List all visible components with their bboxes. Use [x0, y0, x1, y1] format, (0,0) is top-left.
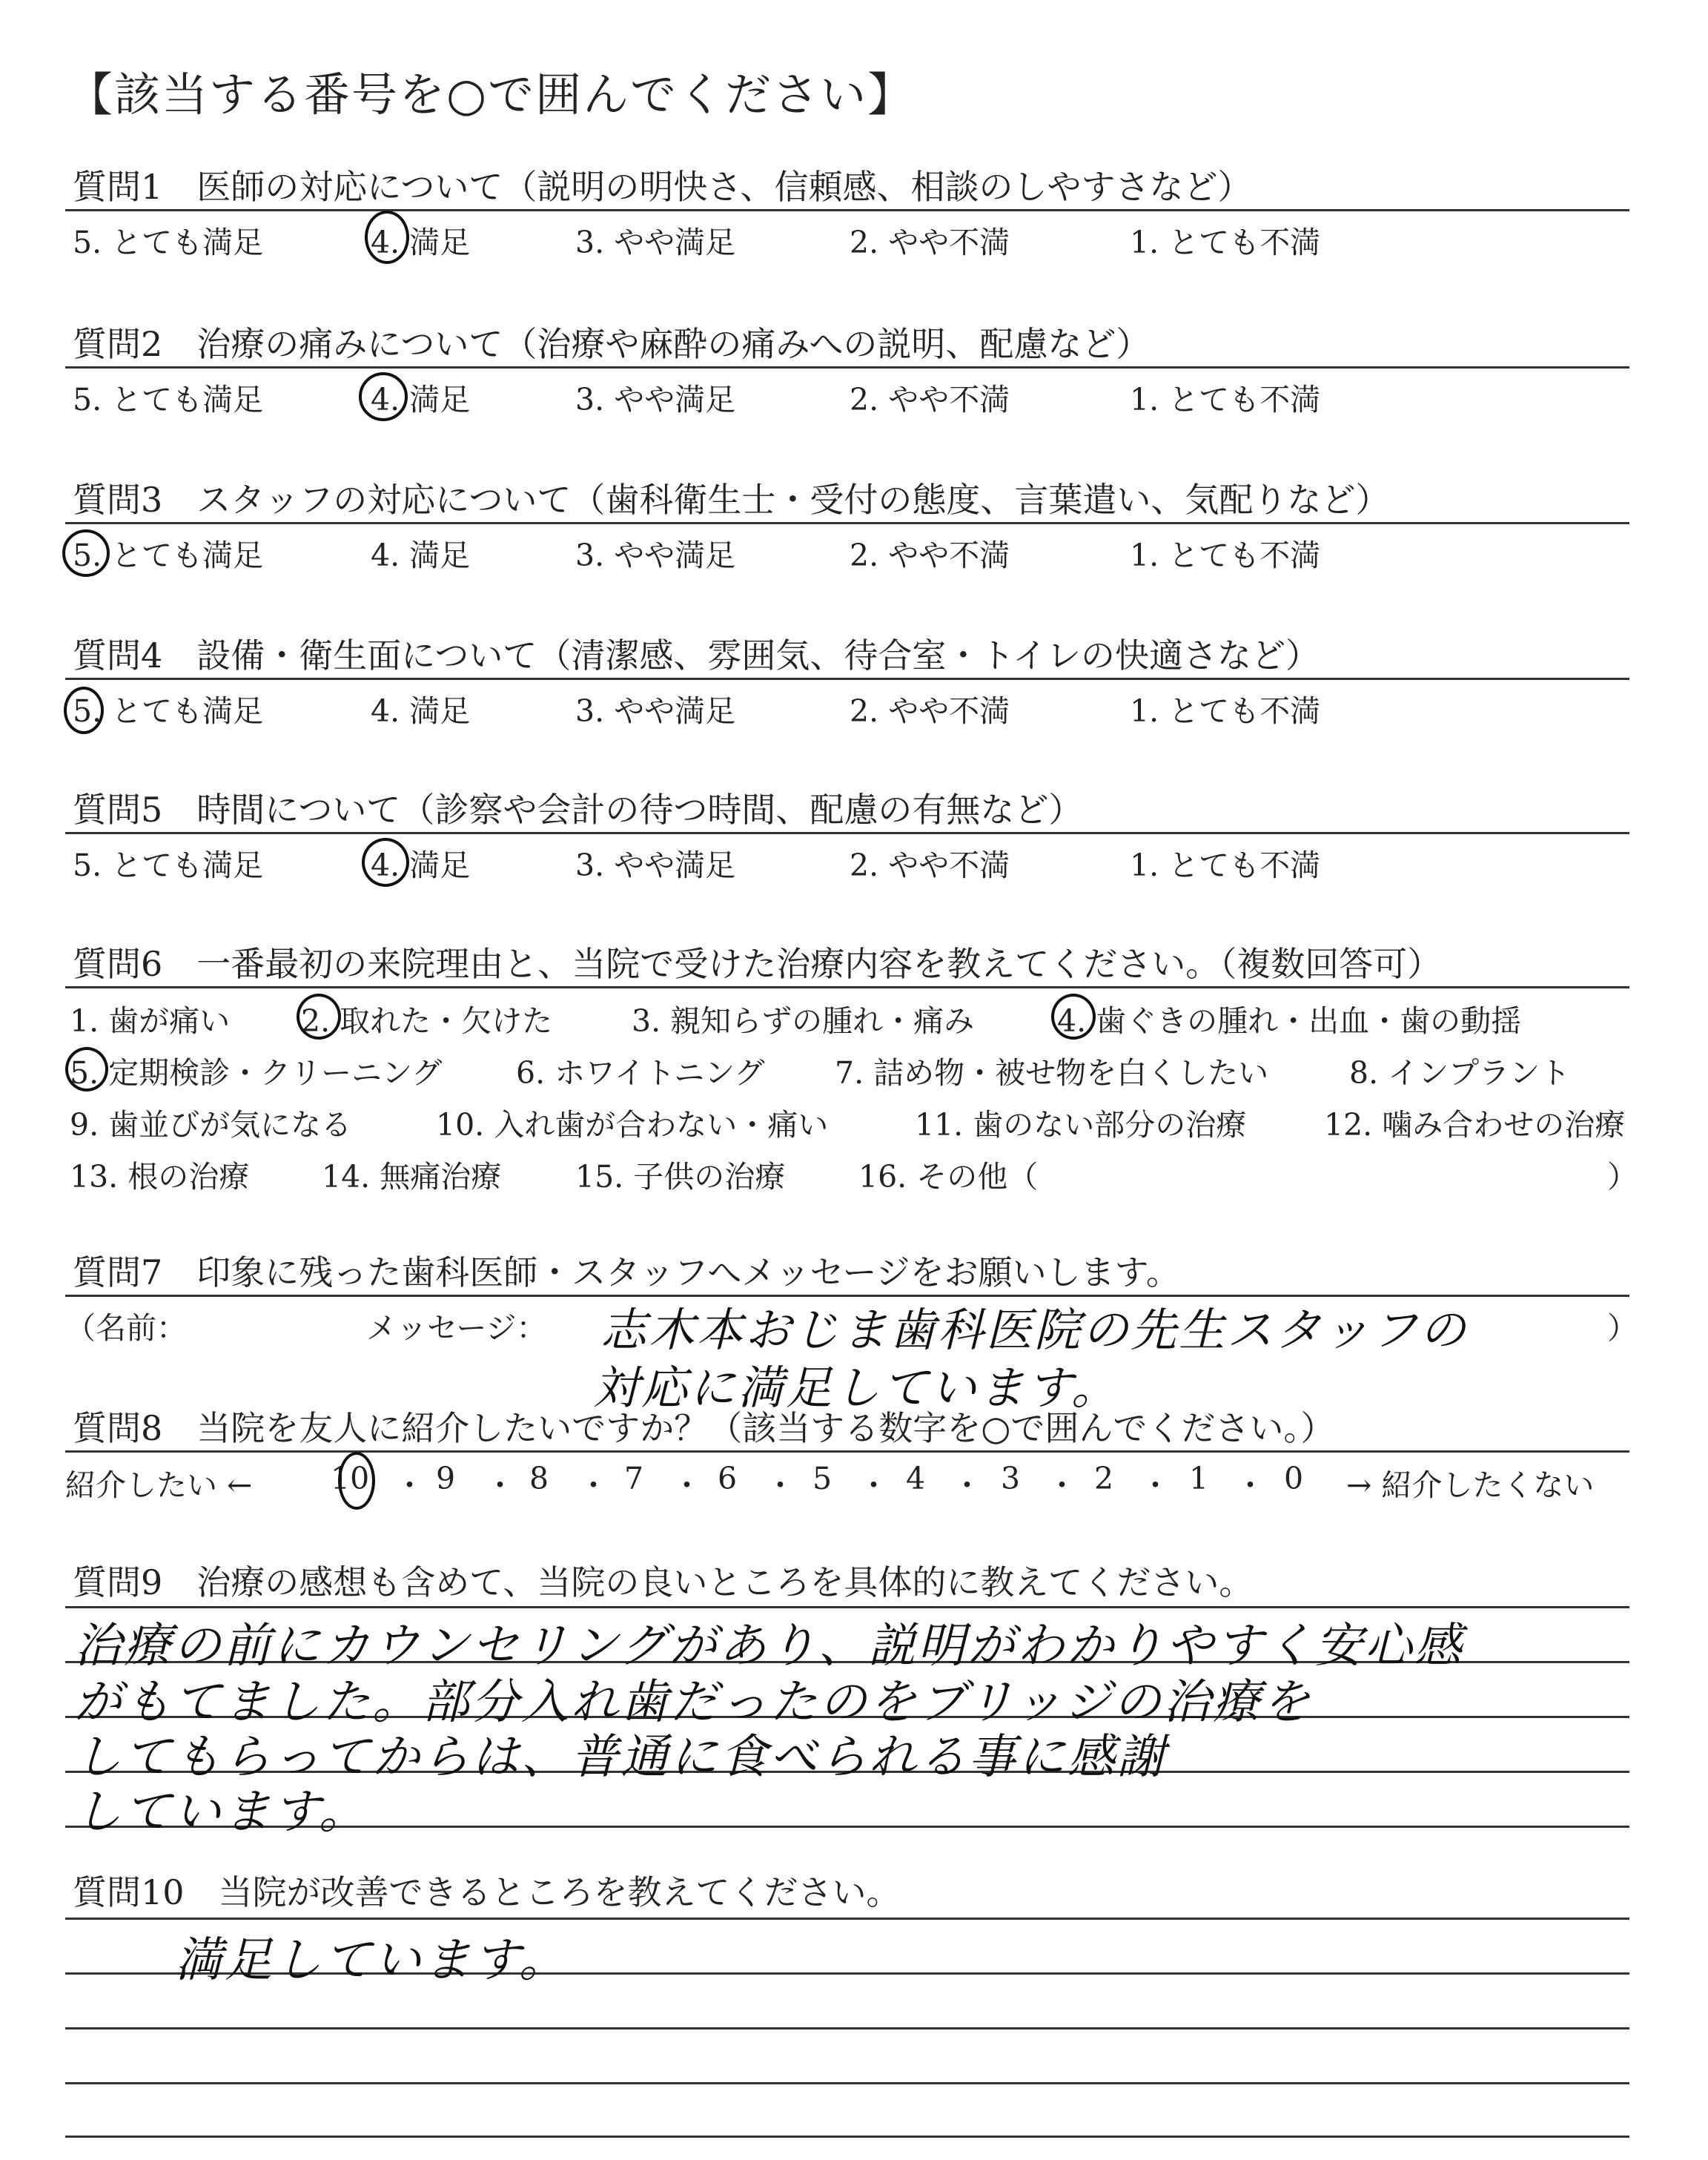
q5-heading: 質問5 時間について（診察や会計の待つ時間、配慮の有無など） — [73, 790, 1083, 830]
q9-answer-line-4: しています。 — [74, 1785, 368, 1840]
q6-option-6[interactable]: 6. ホワイトニング — [516, 1055, 765, 1091]
q8-selection-circle — [338, 1452, 375, 1510]
q10-rule-1 — [65, 1918, 1629, 1920]
q7-name-label: （名前： — [65, 1310, 187, 1346]
q7-message-label: メッセージ： — [366, 1310, 547, 1346]
q8-rule — [65, 1450, 1629, 1453]
q4-rule — [65, 678, 1629, 680]
q8-scale-5[interactable]: 5 — [812, 1461, 833, 1496]
q8-dot: ・ — [858, 1467, 889, 1503]
q6-option-3[interactable]: 3. 親知らずの腫れ・痛み — [632, 1003, 975, 1039]
q6-option-15[interactable]: 15. 子供の治療 — [575, 1159, 786, 1195]
q5-option-1[interactable]: 1. とても不満 — [1130, 848, 1321, 883]
q1-selection-circle — [365, 211, 409, 264]
q8-dot: ・ — [578, 1467, 609, 1503]
q4-selection-circle — [64, 687, 104, 734]
q2-heading: 質問2 治療の痛みについて（治療や麻酔の痛みへの説明、配慮など） — [73, 324, 1151, 364]
q4-option-3[interactable]: 3. やや満足 — [575, 693, 736, 729]
q6-selection-circle-4 — [1051, 994, 1096, 1040]
q6-rule — [65, 986, 1629, 988]
q1-rule — [65, 209, 1629, 211]
q8-dot: ・ — [952, 1467, 982, 1503]
q1-option-4[interactable]: 4. 満足 — [371, 225, 471, 260]
q3-option-2[interactable]: 2. やや不満 — [850, 538, 1010, 573]
q1-option-5[interactable]: 5. とても満足 — [73, 225, 264, 260]
q3-option-5[interactable]: 5. とても満足 — [73, 538, 264, 573]
q9-answer-line-1: 治療の前にカウンセリングがあり、説明がわかりやすく安心感 — [74, 1619, 1464, 1674]
q6-option-16-close: ） — [1607, 1159, 1638, 1195]
q10-rule-4 — [65, 2082, 1629, 2084]
q7-handwritten-line-2: 対応に満足しています。 — [593, 1361, 1120, 1415]
q6-option-2[interactable]: 2. 取れた・欠けた — [301, 1003, 553, 1039]
q10-rule-3 — [65, 2027, 1629, 2029]
q8-scale-9[interactable]: 9 — [436, 1461, 456, 1496]
q8-left-label: 紹介したい ← — [65, 1467, 253, 1503]
q1-heading: 質問1 医師の対応について（説明の明快さ、信頼感、相談のしやすさなど） — [73, 167, 1252, 207]
q3-option-4[interactable]: 4. 満足 — [371, 538, 471, 573]
q8-dot: ・ — [485, 1467, 515, 1503]
q8-dot: ・ — [1047, 1467, 1077, 1503]
q5-option-4[interactable]: 4. 満足 — [371, 848, 471, 883]
q2-selection-circle — [359, 372, 408, 421]
q8-heading: 質問8 当院を友人に紹介したいですか？（該当する数字を○で囲んでください。） — [73, 1408, 1335, 1448]
q8-dot: ・ — [765, 1467, 795, 1503]
q8-dot: ・ — [394, 1467, 425, 1503]
q8-scale-1[interactable]: 1 — [1189, 1461, 1209, 1496]
q1-option-3[interactable]: 3. やや満足 — [575, 225, 736, 260]
q6-selection-circle-2 — [297, 994, 341, 1040]
q2-option-5[interactable]: 5. とても満足 — [73, 382, 264, 417]
q6-option-8[interactable]: 8. インプラント — [1349, 1055, 1571, 1091]
q6-option-13[interactable]: 13. 根の治療 — [70, 1159, 250, 1195]
q8-dot: ・ — [672, 1467, 702, 1503]
q3-option-3[interactable]: 3. やや満足 — [575, 538, 736, 573]
q8-scale-8[interactable]: 8 — [529, 1461, 549, 1496]
q5-selection-circle — [362, 838, 409, 887]
q10-answer-line-1: 満足しています。 — [175, 1933, 569, 1988]
q3-heading: 質問3 スタッフの対応について（歯科衛生士・受付の態度、言葉遣い、気配りなど） — [73, 480, 1390, 520]
q1-option-2[interactable]: 2. やや不満 — [850, 225, 1010, 260]
q6-option-16[interactable]: 16. その他（ — [858, 1159, 1039, 1195]
q5-option-5[interactable]: 5. とても満足 — [73, 848, 264, 883]
q6-option-4[interactable]: 4. 歯ぐきの腫れ・出血・歯の動揺 — [1057, 1003, 1522, 1039]
form-title: 【該当する番号を○で囲んでください】 — [67, 67, 916, 122]
q7-close-paren: ） — [1607, 1310, 1638, 1346]
q7-handwritten-line-1: 志木本おじま歯科医院の先生スタッフの — [600, 1303, 1469, 1357]
q6-option-5[interactable]: 5. 定期検診・クリーニング — [70, 1055, 443, 1091]
q2-option-2[interactable]: 2. やや不満 — [850, 382, 1010, 417]
q8-scale-7[interactable]: 7 — [624, 1461, 644, 1496]
q6-option-11[interactable]: 11. 歯のない部分の治療 — [915, 1107, 1247, 1143]
q6-option-9[interactable]: 9. 歯並びが気になる — [70, 1107, 352, 1143]
q3-option-1[interactable]: 1. とても不満 — [1130, 538, 1321, 573]
q4-option-1[interactable]: 1. とても不満 — [1130, 693, 1321, 729]
q6-selection-circle-5 — [65, 1047, 108, 1091]
q9-answer-line-2: がもてました。部分入れ歯だったのをブリッジの治療を — [74, 1675, 1312, 1730]
q4-option-4[interactable]: 4. 満足 — [371, 693, 471, 729]
q5-option-2[interactable]: 2. やや不満 — [850, 848, 1010, 883]
q10-rule-5 — [65, 2136, 1629, 2138]
q8-scale-6[interactable]: 6 — [718, 1461, 738, 1496]
q7-heading: 質問7 印象に残った歯科医師・スタッフへメッセージをお願いします。 — [73, 1252, 1180, 1292]
q1-option-1[interactable]: 1. とても不満 — [1130, 225, 1321, 260]
q9-answer-line-3: してもらってからは、普通に食べられる事に感謝 — [74, 1730, 1167, 1785]
q5-option-3[interactable]: 3. やや満足 — [575, 848, 736, 883]
q8-scale-10[interactable]: 10 — [331, 1461, 370, 1496]
q6-option-7[interactable]: 7. 詰め物・被せ物を白くしたい — [835, 1055, 1269, 1091]
q6-heading: 質問6 一番最初の来院理由と、当院で受けた治療内容を教えてください。（複数回答可） — [73, 944, 1442, 984]
q6-option-10[interactable]: 10. 入れ歯が合わない・痛い — [436, 1107, 829, 1143]
q10-heading: 質問10 当院が改善できるところを教えてください。 — [73, 1872, 901, 1912]
q6-option-14[interactable]: 14. 無痛治療 — [322, 1159, 502, 1195]
q8-scale-2[interactable]: 2 — [1094, 1461, 1114, 1496]
q8-scale-3[interactable]: 3 — [1001, 1461, 1021, 1496]
q8-scale-4[interactable]: 4 — [906, 1461, 926, 1496]
q2-rule — [65, 366, 1629, 369]
q8-scale-0[interactable]: 0 — [1284, 1461, 1304, 1496]
q6-option-1[interactable]: 1. 歯が痛い — [70, 1003, 231, 1039]
q4-heading: 質問4 設備・衛生面について（清潔感、雰囲気、待合室・トイレの快適さなど） — [73, 635, 1320, 676]
q6-option-12[interactable]: 12. 噛み合わせの治療 — [1324, 1107, 1626, 1143]
q2-option-4[interactable]: 4. 満足 — [371, 382, 471, 417]
q3-rule — [65, 522, 1629, 524]
q9-heading: 質問9 治療の感想も含めて、当院の良いところを具体的に教えてください。 — [73, 1562, 1254, 1602]
q2-option-1[interactable]: 1. とても不満 — [1130, 382, 1321, 417]
q3-selection-circle — [62, 529, 110, 577]
q2-option-3[interactable]: 3. やや満足 — [575, 382, 736, 417]
q8-right-label: → 紹介したくない — [1346, 1467, 1595, 1503]
q4-option-5[interactable]: 5. とても満足 — [73, 693, 264, 729]
q5-rule — [65, 832, 1629, 834]
q8-dot: ・ — [1235, 1467, 1265, 1503]
q4-option-2[interactable]: 2. やや不満 — [850, 693, 1010, 729]
q8-dot: ・ — [1140, 1467, 1171, 1503]
